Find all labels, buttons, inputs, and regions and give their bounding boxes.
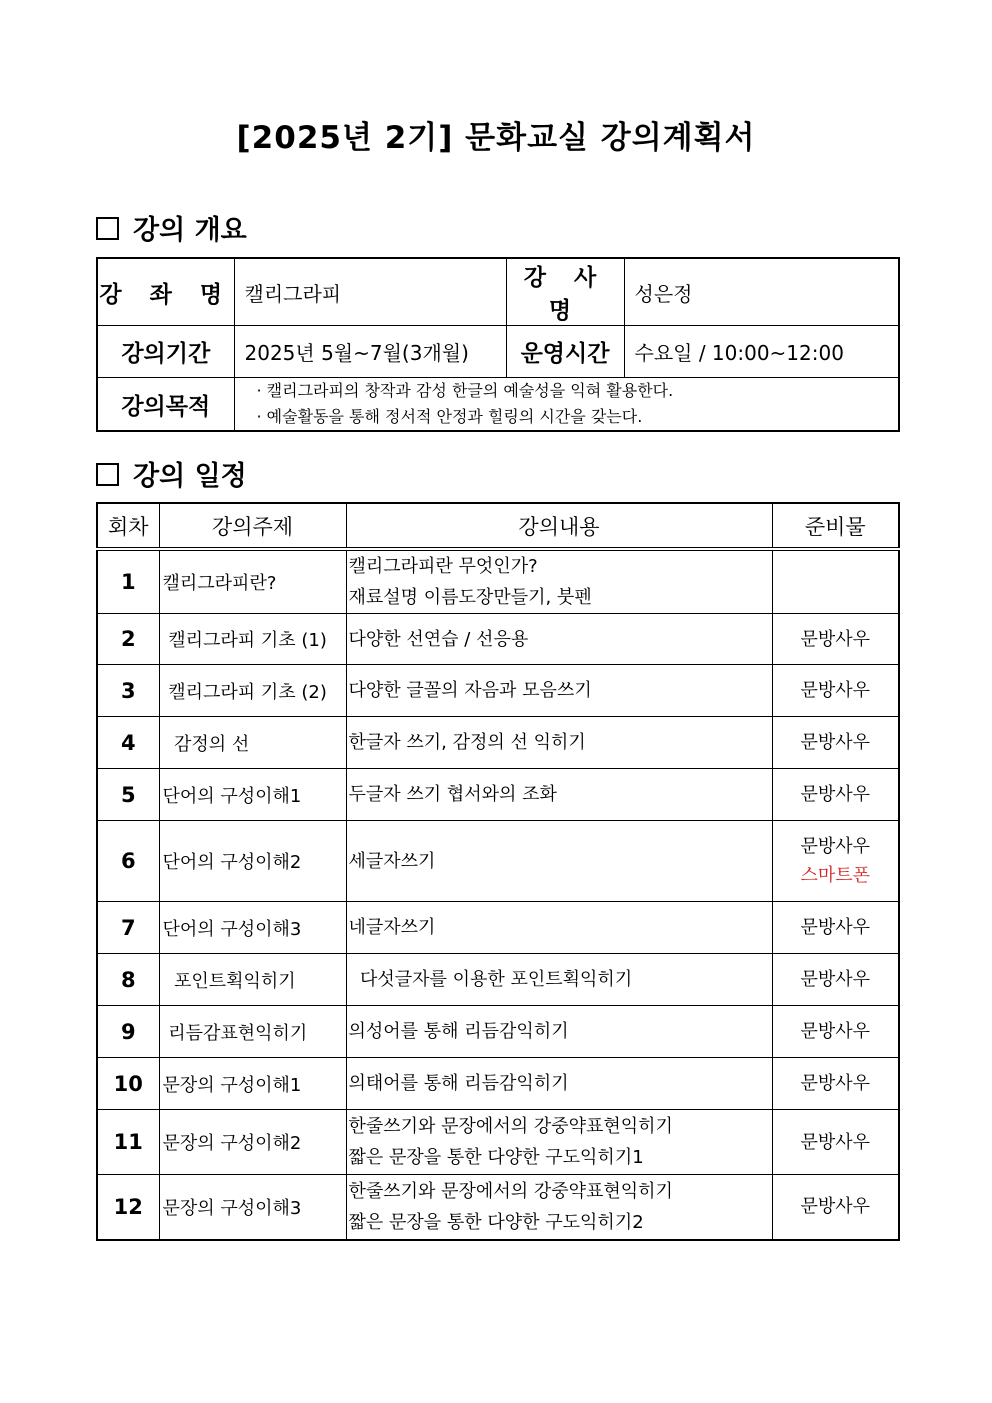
row-number: 11 <box>97 1110 159 1175</box>
prep-item: 문방사우 <box>800 1021 871 1042</box>
row-topic: 단어의 구성이해2 <box>159 821 346 902</box>
prep-item: 문방사우 <box>800 836 871 857</box>
row-number: 1 <box>97 549 159 614</box>
row-number: 5 <box>97 769 159 821</box>
table-row <box>97 665 899 717</box>
header-content: 강의내용 <box>346 503 772 549</box>
prep-item: 문방사우 <box>800 628 871 650</box>
row-topic: 리듬감표현익히기 <box>159 1006 346 1058</box>
row-topic: 캘리그라피란? <box>159 549 346 614</box>
row-content-line: 다양한 글꼴의 자음과 모음쓰기 <box>348 680 592 701</box>
prep-item: 문방사우 <box>800 784 871 805</box>
row-topic: 캘리그라피 기초 (2) <box>159 665 346 717</box>
row-content-line: 네글자쓰기 <box>348 917 436 938</box>
row-prep <box>772 954 899 1006</box>
prep-item: 문방사우 <box>800 969 871 990</box>
table-row <box>97 769 899 821</box>
row-prep <box>772 549 899 614</box>
period-value: 2025년 5월~7월(3개월) <box>234 326 506 378</box>
row-content-line: 한줄쓰기와 문장에서의 강중약표현익히기 <box>348 1116 673 1137</box>
course-value: 캘리그라피 <box>234 258 506 326</box>
row-content-line: 캘리그라피란 무엇인가? <box>348 556 538 577</box>
row-content-line: 의성어를 통해 리듬감익히기 <box>348 1021 569 1042</box>
row-prep <box>772 1110 899 1175</box>
row-prep <box>772 614 899 665</box>
row-prep <box>772 769 899 821</box>
row-content <box>346 1110 772 1175</box>
prep-item: 문방사우 <box>800 917 871 938</box>
row-prep <box>772 1006 899 1058</box>
goal-line: · 예술활동을 통해 정서적 안정과 힐링의 시간을 갖는다. <box>256 407 643 426</box>
row-content <box>346 821 772 902</box>
table-row <box>97 717 899 769</box>
row-content-line: 두글자 쓰기 협서와의 조화 <box>348 784 557 805</box>
row-prep <box>772 1058 899 1110</box>
prep-item: 문방사우 <box>800 680 871 701</box>
row-content-line: 한글자 쓰기, 감정의 선 익히기 <box>348 732 586 753</box>
row-prep <box>772 902 899 954</box>
row-content-line: 다섯글자를 이용한 포인트획익히기 <box>348 969 633 990</box>
table-row <box>97 821 899 902</box>
period-label: 강의기간 <box>97 326 234 378</box>
table-row <box>97 1175 899 1240</box>
row-number: 3 <box>97 665 159 717</box>
prep-item: 문방사우 <box>800 1073 871 1094</box>
schedule-heading-text: 강의 일정 <box>133 461 247 492</box>
row-prep <box>772 821 899 902</box>
time-value: 수요일 / 10:00~12:00 <box>624 326 899 378</box>
row-topic: 문장의 구성이해3 <box>159 1175 346 1240</box>
page-title: [2025년 2기] 문화교실 강의계획서 <box>236 120 756 156</box>
prep-item: 문방사우 <box>800 1131 871 1153</box>
instructor-value: 성은정 <box>624 258 899 326</box>
prep-item: 문방사우 <box>800 732 871 753</box>
table-row <box>97 614 899 665</box>
row-prep <box>772 1175 899 1240</box>
row-topic: 포인트획익히기 <box>159 954 346 1006</box>
time-label: 운영시간 <box>506 326 624 378</box>
goal-value <box>234 378 899 432</box>
row-content-line: 재료설명 이름도장만들기, 붓펜 <box>348 587 592 608</box>
row-content-line: 한줄쓰기와 문장에서의 강중약표현익히기 <box>348 1180 673 1202</box>
row-number: 10 <box>97 1058 159 1110</box>
table-row <box>97 1006 899 1058</box>
row-number: 8 <box>97 954 159 1006</box>
overview-heading <box>96 208 247 247</box>
schedule-table <box>96 502 900 1241</box>
overview-heading-text: 강의 개요 <box>133 215 247 246</box>
row-number: 9 <box>97 1006 159 1058</box>
schedule-body <box>97 549 899 1240</box>
row-topic: 단어의 구성이해3 <box>159 902 346 954</box>
row-prep <box>772 665 899 717</box>
schedule-heading <box>96 454 247 493</box>
row-content-line: 짧은 문장을 통한 다양한 구도익히기1 <box>348 1147 644 1168</box>
goal-label: 강의목적 <box>97 378 234 432</box>
overview-table <box>96 257 900 432</box>
row-content <box>346 902 772 954</box>
row-content-line: 세글자쓰기 <box>348 850 436 872</box>
row-content-line: 짧은 문장을 통한 다양한 구도익히기2 <box>348 1211 644 1233</box>
checkbox-square-icon <box>96 217 119 240</box>
row-topic: 캘리그라피 기초 (1) <box>159 614 346 665</box>
row-content <box>346 769 772 821</box>
row-content-line: 의태어를 통해 리듬감익히기 <box>348 1073 569 1094</box>
table-row <box>97 902 899 954</box>
row-content <box>346 717 772 769</box>
header-topic: 강의주제 <box>159 503 346 549</box>
table-row <box>97 1110 899 1175</box>
checkbox-square-icon <box>96 463 119 486</box>
row-topic: 감정의 선 <box>159 717 346 769</box>
row-prep <box>772 717 899 769</box>
row-content <box>346 1058 772 1110</box>
goal-line: · 캘리그라피의 창작과 감성 한글의 예술성을 익혀 활용한다. <box>256 381 674 400</box>
row-number: 4 <box>97 717 159 769</box>
prep-item: 스마트폰 <box>800 865 871 886</box>
row-number: 12 <box>97 1175 159 1240</box>
row-topic: 단어의 구성이해1 <box>159 769 346 821</box>
table-row <box>97 1058 899 1110</box>
header-round: 회차 <box>97 503 159 549</box>
course-label: 강 좌 명 <box>97 258 234 326</box>
header-prep: 준비물 <box>772 503 899 549</box>
instructor-label: 강 사 명 <box>506 258 624 326</box>
prep-item: 문방사우 <box>800 1196 871 1218</box>
row-number: 6 <box>97 821 159 902</box>
row-number: 2 <box>97 614 159 665</box>
row-number: 7 <box>97 902 159 954</box>
row-content <box>346 1006 772 1058</box>
table-row <box>97 954 899 1006</box>
row-content <box>346 954 772 1006</box>
row-content <box>346 614 772 665</box>
table-row <box>97 549 899 614</box>
row-topic: 문장의 구성이해2 <box>159 1110 346 1175</box>
row-content <box>346 549 772 614</box>
row-topic: 문장의 구성이해1 <box>159 1058 346 1110</box>
row-content <box>346 1175 772 1240</box>
row-content <box>346 665 772 717</box>
row-content-line: 다양한 선연습 / 선응용 <box>348 628 529 650</box>
